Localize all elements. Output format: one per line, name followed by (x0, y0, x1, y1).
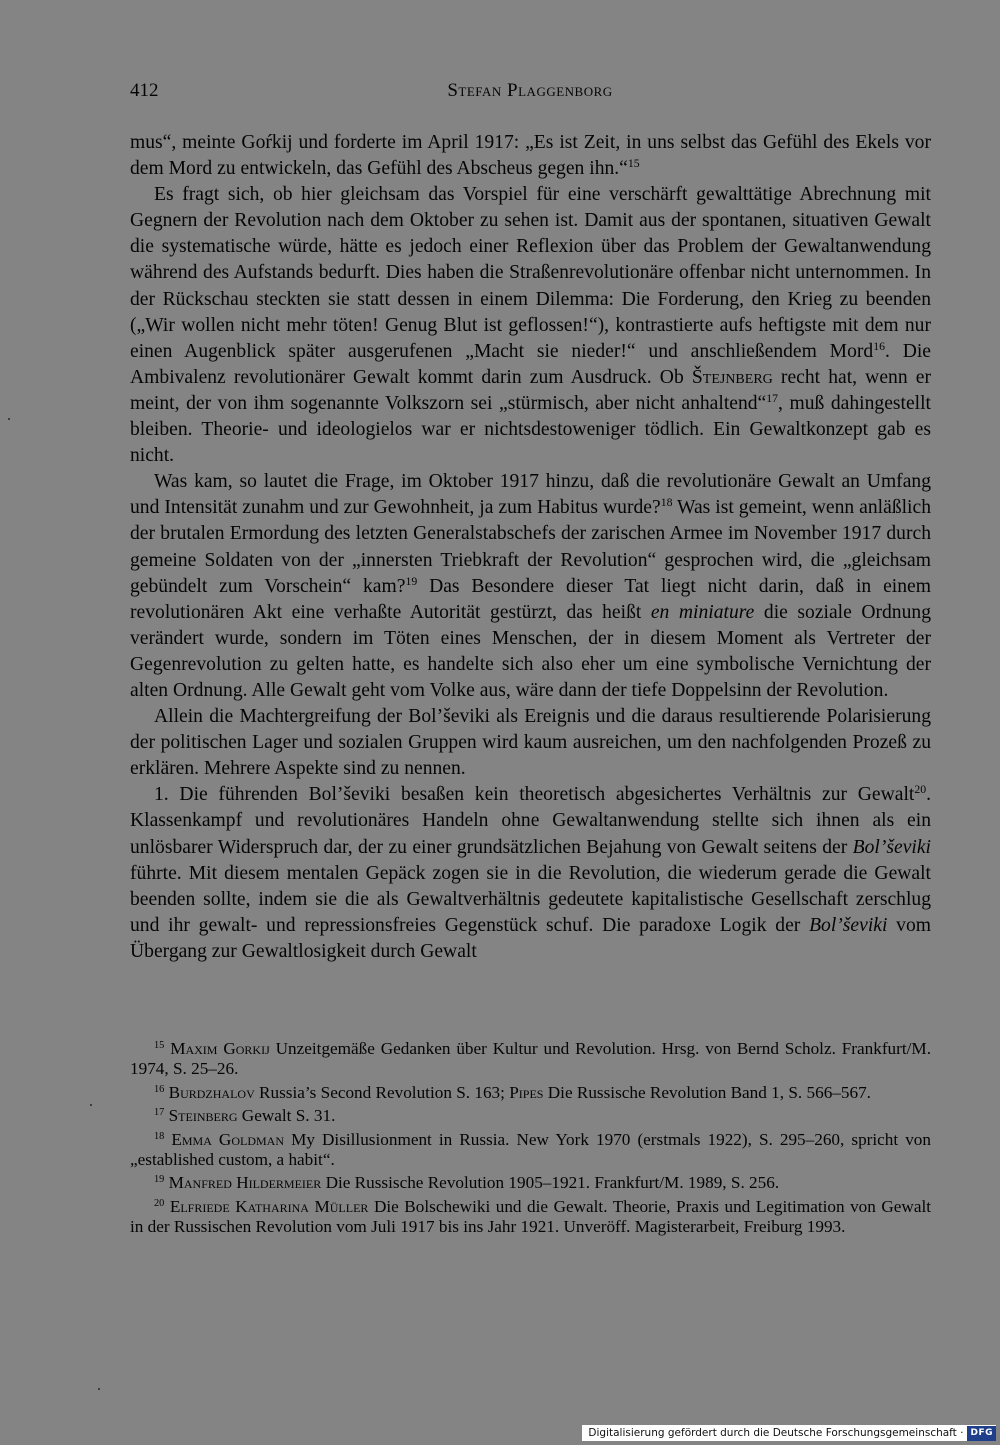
scan-speck (8, 418, 10, 420)
footnote: $^{17}$ Steinberg Gewalt S. 31. (154, 1106, 336, 1126)
footnote: $^{15}$ Maxim Gorkij Unzeitgemäße Gedanken über Kultur und Revolution. Hrsg. von Bernd Scholz. Frankfurt/M. 1974, S. 25–26. (130, 1039, 932, 1079)
paragraph: 1. Die führenden Bol’ševiki besaßen kein theoretisch abgesichertes Verhältnis zur Gewalt$^{20}$. Klassenkampf und revolutionäres Handeln ohne Gewaltanwendung stellte sich ihnen als ein unlösbarer Widerspruch dar, der zu einer grundsätzlichen Bejahung von Gewalt seitens der Bol’ševiki führte. Mit diesem mentalen Gepäck zogen sie in die Revolution, die wiederum gerade die Gewalt beenden sollte, indem sie die als Gewaltverhältnis gedeutete kapitalistische Gesellschaft zerschlug und ihr gewalt- und repressionsfreies Gegenstück schuf. Die paradoxe Logik der Bol’ševiki vom Übergang zur Gewaltlosigkeit durch Gewalt (130, 783, 931, 962)
digitization-credit (582, 1425, 996, 1441)
paragraph: mus“, meinte Goŕkij und forderte im April 1917: „Es ist Zeit, in uns selbst das Gefühl des Ekels vor dem Mord zu entwickeln, das Gefühl des Abscheus gegen ihn.“$^{15}$ (130, 132, 931, 180)
running-header (130, 80, 930, 106)
author-name: Štejnberg (691, 366, 773, 388)
paragraph: Was kam, so lautet die Frage, im Oktober 1917 hinzu, daß die revolutionäre Gewalt an Umfang und Intensität zunahm und zur Gewohnheit, ja zum Habitus wurde?$^{18}$ Was ist gemeint, wenn anläßlich der brutalen Ermordung des letzten Generalstabschefs der zarischen Armee im November 1917 durch gemeine Soldaten von der „innersten Triebkraft der Revolution“ gesprochen wird, die „gleichsam gebündelt zum Vorschein“ kam?$^{19}$ Das Besondere dieser Tat liegt nicht darin, daß in einem revolutionären Akt eine verhaßte Autorität gestürzt, das heißt en miniature die soziale Ordnung verändert wurde, sondern im Töten eines Menschen, der in diesem Moment als Vertreter der Gegenrevolution zu gelten hatte, es handelte sich also eher um eine symbolische Vernichtung der alten Ordnung. Alle Gewalt geht vom Volke aus, wäre dann der tiefe Doppelsinn der Revolution. (130, 471, 931, 701)
running-head-author: Stefan Plaggenborg (447, 80, 613, 101)
footnote: $^{16}$ Burdzhalov Russia’s Second Revolution S. 163; Pipes Die Russische Revolution Band 1, S. 566–567. (154, 1082, 871, 1102)
footnote-ref: 20 (914, 783, 927, 797)
paragraph: Es fragt sich, ob hier gleichsam das Vorspiel für eine verschärft gewalttätige Abrechnung mit Gegnern der Revolution nach dem Oktober zu sehen ist. Damit aus der spontanen, situativen Gewalt die systematische würde, hätte es jedoch einer Reflexion über das Problem der Gewaltanwendung während des Aufstands bedurft. Dies haben die Straßenrevolutionäre offenbar nicht unternommen. In der Rückschau steckten sie statt dessen in einem Dilemma: Die Forderung, den Krieg zu beenden („Wir wollen nicht mehr töten! Genug Blut ist geflossen!“), kontrastierte aufs heftigste mit dem nur einen Augenblick später ausgerufenen „Macht sie nieder!“ und anschließendem Mord$^{16}$. Die Ambivalenz revolutionärer Gewalt kommt darin zum Ausdruck. Ob Štejnberg recht hat, wenn er meint, der von ihm sogenannte Volkszorn sei „stürmisch, aber nicht anhaltend“$^{17}$, muß dahingestellt bleiben. Theorie- und ideologielos war er nichtsdestoweniger tödlich. Ein Gewaltkonzept gab es nicht. (130, 184, 931, 467)
main-text (130, 130, 931, 965)
dfg-logo: DFG (967, 1426, 996, 1441)
footnote-ref: 19 (405, 574, 418, 588)
footnote-ref: 17 (766, 391, 778, 405)
footnote: $^{19}$ Manfred Hildermeier Die Russische Revolution 1905–1921. Frankfurt/M. 1989, S. 256. (154, 1173, 780, 1193)
footnote-ref: 15 (627, 157, 640, 171)
footnote-ref: 16 (873, 339, 885, 353)
scan-speck (90, 1104, 92, 1106)
credit-text: Digitalisierung gefördert durch die Deutsche Forschungsgemeinschaft · (588, 1427, 964, 1439)
footnotes (130, 1039, 931, 1241)
page-number: 412 (130, 80, 159, 101)
footnote: $^{20}$ Elfriede Katharina Müller Die Bolschewiki und die Gewalt. Theorie, Praxis und Legitimation von Gewalt in der Russischen Revolution vom Juli 1917 bis ins Jahr 1921. Unveröff. Magisterarbeit, Freiburg 1993. (130, 1196, 932, 1237)
footnote-ref: 18 (660, 496, 673, 510)
paragraph: Allein die Machtergreifung der Bol’ševiki als Ereignis und die daraus resultierende Polarisierung der politischen Lager und sozialen Gruppen wird kaum ausreichen, um den nachfolgenden Prozeß zu erklären. Mehrere Aspekte sind zu nennen. (130, 706, 931, 780)
scan-speck (98, 1388, 100, 1390)
footnote: $^{18}$ Emma Goldman My Disillusionment in Russia. New York 1970 (erstmals 1922), S. 295–260, spricht von „established custom, a habit“. (130, 1129, 931, 1170)
